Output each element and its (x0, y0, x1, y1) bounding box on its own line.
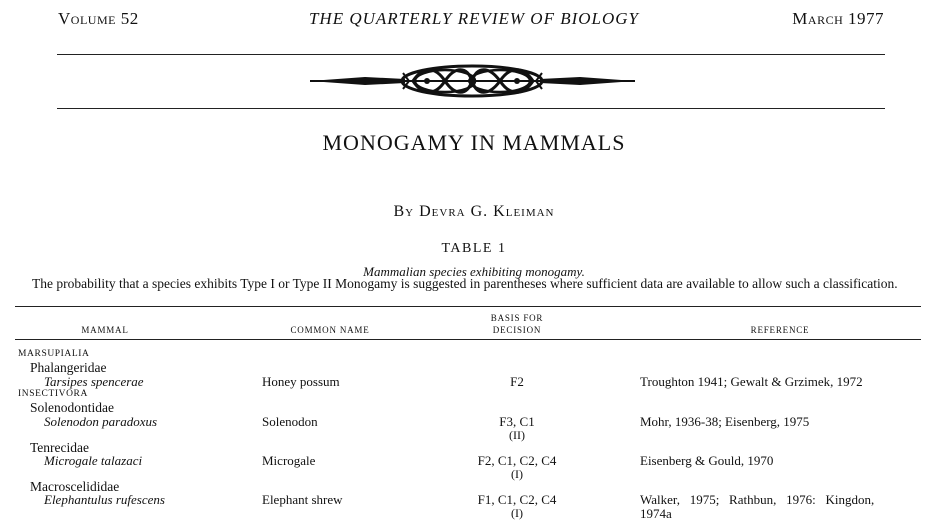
table-species-name: Elephantulus rufescens (44, 492, 165, 507)
table-reference-continued: 1974a (640, 506, 672, 521)
table-rule-top (15, 306, 921, 307)
decorative-fleuron-icon (305, 60, 640, 102)
issue-date: March 1977 (792, 9, 884, 28)
column-header-common-name: COMMON NAME (290, 325, 370, 335)
column-header-basis-line1: BASIS FOR (490, 313, 544, 323)
table-basis: F3, C1 (499, 414, 535, 429)
table-label: TABLE 1 (441, 241, 507, 256)
table-reference: Eisenberg & Gould, 1970 (640, 453, 774, 468)
table-order-label: MARSUPIALIA (18, 349, 90, 359)
table-family-label: Tenrecidae (30, 440, 90, 455)
article-author: By Devra G. Kleiman (393, 203, 555, 220)
table-note: The probability that a species exhibits Type I or Type II Monogamy is suggested in parentheses where sufficient data are available to allow such a classification. (32, 276, 898, 291)
table-species-name: Solenodon paradoxus (44, 414, 158, 429)
table-basis: F2 (510, 374, 524, 389)
table-reference: Mohr, 1936-38; Eisenberg, 1975 (640, 414, 810, 429)
table-basis: F2, C1, C2, C4 (477, 453, 557, 468)
table-species-name: Microgale talazaci (44, 453, 143, 468)
table-reference: Troughton 1941; Gewalt & Grzimek, 1972 (640, 374, 863, 389)
volume-number: Volume 52 (58, 9, 139, 28)
header-rule-top (57, 54, 885, 55)
column-header-mammal: MAMMAL (81, 325, 129, 335)
table-common-name: Honey possum (262, 374, 340, 389)
table-monogamy-type: (I) (511, 506, 523, 520)
table-monogamy-type: (II) (509, 428, 525, 442)
table-order-label: INSECTIVORA (18, 389, 88, 399)
table-rule-header (15, 339, 921, 340)
header-rule-bottom (57, 108, 885, 109)
table-caption: Mammalian species exhibiting monogamy. (363, 264, 585, 279)
column-header-basis-line2: DECISION (492, 325, 542, 335)
table-family-label: Phalangeridae (30, 360, 107, 375)
table-species-name: Tarsipes spencerae (44, 374, 144, 389)
table-common-name: Solenodon (262, 414, 318, 429)
table-common-name: Microgale (262, 453, 316, 468)
table-reference: Walker, 1975; Rathbun, 1976: Kingdon, (640, 492, 875, 507)
journal-title: THE QUARTERLY REVIEW OF BIOLOGY (308, 9, 640, 28)
table-common-name: Elephant shrew (262, 492, 343, 507)
table-family-label: Solenodontidae (30, 400, 114, 415)
table-basis: F1, C1, C2, C4 (477, 492, 557, 507)
table-family-label: Macroscelididae (30, 479, 120, 494)
article-title: MONOGAMY IN MAMMALS (322, 130, 626, 155)
table-monogamy-type: (I) (511, 467, 523, 481)
column-header-reference: REFERENCE (750, 325, 810, 335)
